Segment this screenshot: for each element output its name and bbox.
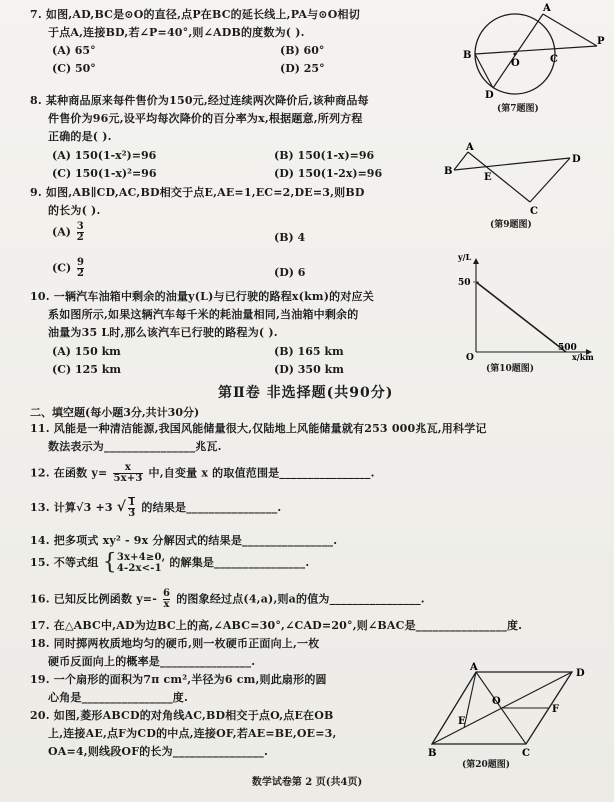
q7-label-o: O	[511, 58, 520, 69]
q9-label-b: B	[444, 166, 453, 177]
q8-option-c: (C) 150(1-x)²=96	[52, 167, 157, 180]
q10-option-a: (A) 150 km	[52, 345, 121, 358]
q7-stem-line2: 于点A,连接BD,若∠P=40°,则∠ADB的度数为( ).	[48, 26, 305, 39]
q10-stem-line3: 油量为35 L时,那么该汽车已行驶的路程为( ).	[48, 326, 278, 339]
q15-suffix: 的解集是________________.	[169, 556, 310, 569]
q15-line1: 3x+4≥0,	[116, 552, 166, 563]
q9-segment-bd	[454, 158, 570, 170]
q7-figure	[455, 2, 605, 100]
q9-option-a-den: 2	[76, 232, 84, 243]
q9-segment-ab	[454, 152, 468, 170]
q9-label-d: D	[572, 154, 581, 165]
q10-option-d: (D) 350 km	[274, 363, 344, 376]
page-footer: 数学试卷第 2 页(共4页)	[251, 777, 363, 788]
q19-stem-line2: 心角是________________度.	[48, 691, 189, 704]
q7-label-b: B	[463, 50, 472, 61]
q7-stem-line1: 7. 如图,AD,BC是⊙O的直径,点P在BC的延长线上,PA与⊙O相切	[30, 8, 360, 21]
q8-stem-line1: 8. 某种商品原来每件售价为150元,经过连续两次降价后,该种商品每	[30, 94, 369, 107]
y-tick-label: 50	[458, 278, 471, 288]
q9-option-d: (D) 6	[274, 266, 306, 279]
q9-option-a-prefix: (A)	[52, 225, 71, 239]
q9-option-b: (B) 4	[274, 231, 306, 244]
q7-label-p: P	[597, 36, 605, 47]
diameter-ad	[493, 14, 543, 88]
q7-label-c: C	[550, 54, 558, 65]
q20-label-d: D	[576, 668, 585, 679]
q13-prefix: 13. 计算√3 +3	[30, 501, 113, 514]
q18-stem-line2: 硬币反面向上的概率是________________.	[48, 655, 256, 668]
q20-figure	[430, 664, 600, 758]
q19-stem-line1: 19. 一个扇形的面积为7π cm²,半径为6 cm,则此扇形的圆	[30, 673, 327, 686]
fuel-line	[476, 282, 566, 352]
q9-option-c-den: 2	[77, 268, 84, 279]
q16-fraction	[163, 589, 170, 610]
q9-caption: (第9题图)	[490, 220, 532, 230]
q9-option-c-fraction	[77, 258, 84, 279]
q9-option-a-fraction	[77, 222, 84, 243]
q12-prefix: 12. 在函数 y=	[30, 466, 108, 480]
q12-fraction	[113, 463, 142, 484]
q18-stem-line1: 18. 同时掷两枚质地均匀的硬币,则一枚硬币正面向上,一枚	[30, 637, 320, 650]
q10-stem-line1: 10. 一辆汽车油箱中剩余的油量y(L)与已行驶的路程x(km)的对应关	[30, 290, 374, 303]
q15-prefix: 15. 不等式组	[30, 556, 99, 569]
q9-option-c	[52, 258, 86, 279]
q12-num: x	[124, 462, 132, 473]
q7-label-d: D	[485, 90, 494, 101]
q8-stem-line3: 正确的是( ).	[48, 130, 112, 143]
q7-option-b: (B) 60°	[280, 44, 325, 57]
q13-num: 1	[128, 497, 136, 508]
q20-label-o: O	[492, 696, 501, 707]
q20-label-c: C	[522, 748, 530, 759]
q17: 17. 在△ABC中,AD为边BC上的高,∠ABC=30°,∠CAD=20°,则∠BAC是________________度.	[30, 619, 523, 632]
q9-option-a-num: 3	[76, 221, 84, 232]
q12-suffix: 中,自变量 x 的取值范围是________________.	[148, 466, 375, 480]
q9-label-e: E	[484, 172, 492, 183]
q9-option-c-prefix: (C)	[52, 261, 72, 275]
q14: 14. 把多项式 xy² - 9x 分解因式的结果是________________.	[30, 534, 338, 547]
q15-system	[117, 552, 165, 574]
q9-segment-ac	[468, 152, 530, 202]
q20-label-f: F	[552, 704, 560, 715]
q9-option-a	[52, 222, 86, 243]
q9-label-a: A	[466, 142, 474, 153]
line-bcp	[475, 46, 597, 54]
segment-ae	[464, 672, 476, 728]
q9-label-c: C	[530, 206, 538, 217]
brace-icon: {	[102, 550, 117, 575]
q9-stem-line1: 9. 如图,AB∥CD,AC,BD相交于点E,AE=1,EC=2,DE=3,则BD	[30, 186, 365, 199]
q7-option-c: (C) 50°	[52, 62, 96, 75]
q8-option-a: (A) 150(1-x²)=96	[52, 149, 157, 162]
q12	[30, 463, 375, 484]
q15	[30, 552, 309, 574]
q20-stem-line2: 上,连接AE,点F为CD的中点,连接OF,若AE=BE,OE=3,	[48, 727, 337, 740]
q10-caption: (第10题图)	[486, 364, 535, 374]
y-axis-label: y/L	[458, 252, 472, 262]
q13-suffix: 的结果是________________.	[141, 501, 282, 514]
part2-title: 第Ⅱ卷 非选择题(共90分)	[218, 385, 394, 401]
q16-den: x	[163, 599, 170, 610]
q9-stem-line2: 的长为( ).	[48, 204, 101, 217]
q13-den: 3	[128, 508, 136, 519]
q9-option-c-num: 9	[77, 257, 84, 268]
q7-option-a: (A) 65°	[52, 44, 96, 57]
y-axis-arrow	[473, 258, 479, 264]
segment-bd	[475, 54, 493, 88]
q16-num: 6	[163, 588, 171, 599]
q7-option-d: (D) 25°	[280, 62, 325, 75]
sqrt-icon: √	[116, 499, 127, 515]
q20-stem-line3: OA=4,则线段OF的长为________________.	[48, 745, 269, 758]
q13	[30, 497, 281, 519]
q12-den: 5x+3	[113, 473, 143, 484]
q20-label-a: A	[470, 662, 478, 673]
q20-caption: (第20题图)	[462, 760, 511, 770]
tangent-pa	[543, 14, 597, 46]
q10-option-c: (C) 125 km	[52, 363, 122, 376]
q8-stem-line2: 件售价为96元,设平均每次降价的百分率为x,根据题意,所列方程	[48, 112, 363, 125]
q9-segment-cd	[530, 158, 570, 202]
fill-in-header: 二、填空题(每小题3分,共计30分)	[30, 406, 200, 419]
q11-stem-line2: 数法表示为________________兆瓦.	[48, 440, 222, 453]
q20-label-b: B	[428, 748, 437, 759]
q16-prefix: 16. 已知反比例函数 y=-	[30, 592, 157, 606]
center-dot	[513, 52, 516, 55]
q8-option-d: (D) 150(1-2x)=96	[274, 167, 383, 180]
q15-line2: 4-2x<-1	[116, 563, 162, 574]
q10-graph	[452, 252, 602, 362]
q7-label-a: A	[543, 3, 551, 14]
q8-option-b: (B) 150(1-x)=96	[274, 149, 375, 162]
q20-label-e: E	[458, 716, 466, 727]
q10-option-b: (B) 165 km	[274, 345, 344, 358]
x-axis-label: x/km	[572, 352, 594, 362]
q13-fraction	[128, 497, 135, 519]
x-tick-label: 500	[558, 343, 577, 353]
q20-stem-line1: 20. 如图,菱形ABCD的对角线AC,BD相交于点O,点E在OB	[30, 709, 334, 722]
q7-caption: (第7题图)	[497, 104, 539, 114]
origin-label: O	[466, 353, 474, 363]
q16	[30, 589, 425, 610]
q16-suffix: 的图象经过点(4,a),则a的值为________________.	[176, 592, 425, 606]
q10-stem-line2: 系如图所示,如果这辆汽车每千米的耗油量相同,当油箱中剩余的	[48, 308, 359, 321]
q11-stem-line1: 11. 风能是一种清洁能源,我国风能储量很大,仅陆地上风能储量就有253 000兆瓦,用科学记	[30, 422, 487, 435]
q9-figure	[444, 140, 604, 220]
